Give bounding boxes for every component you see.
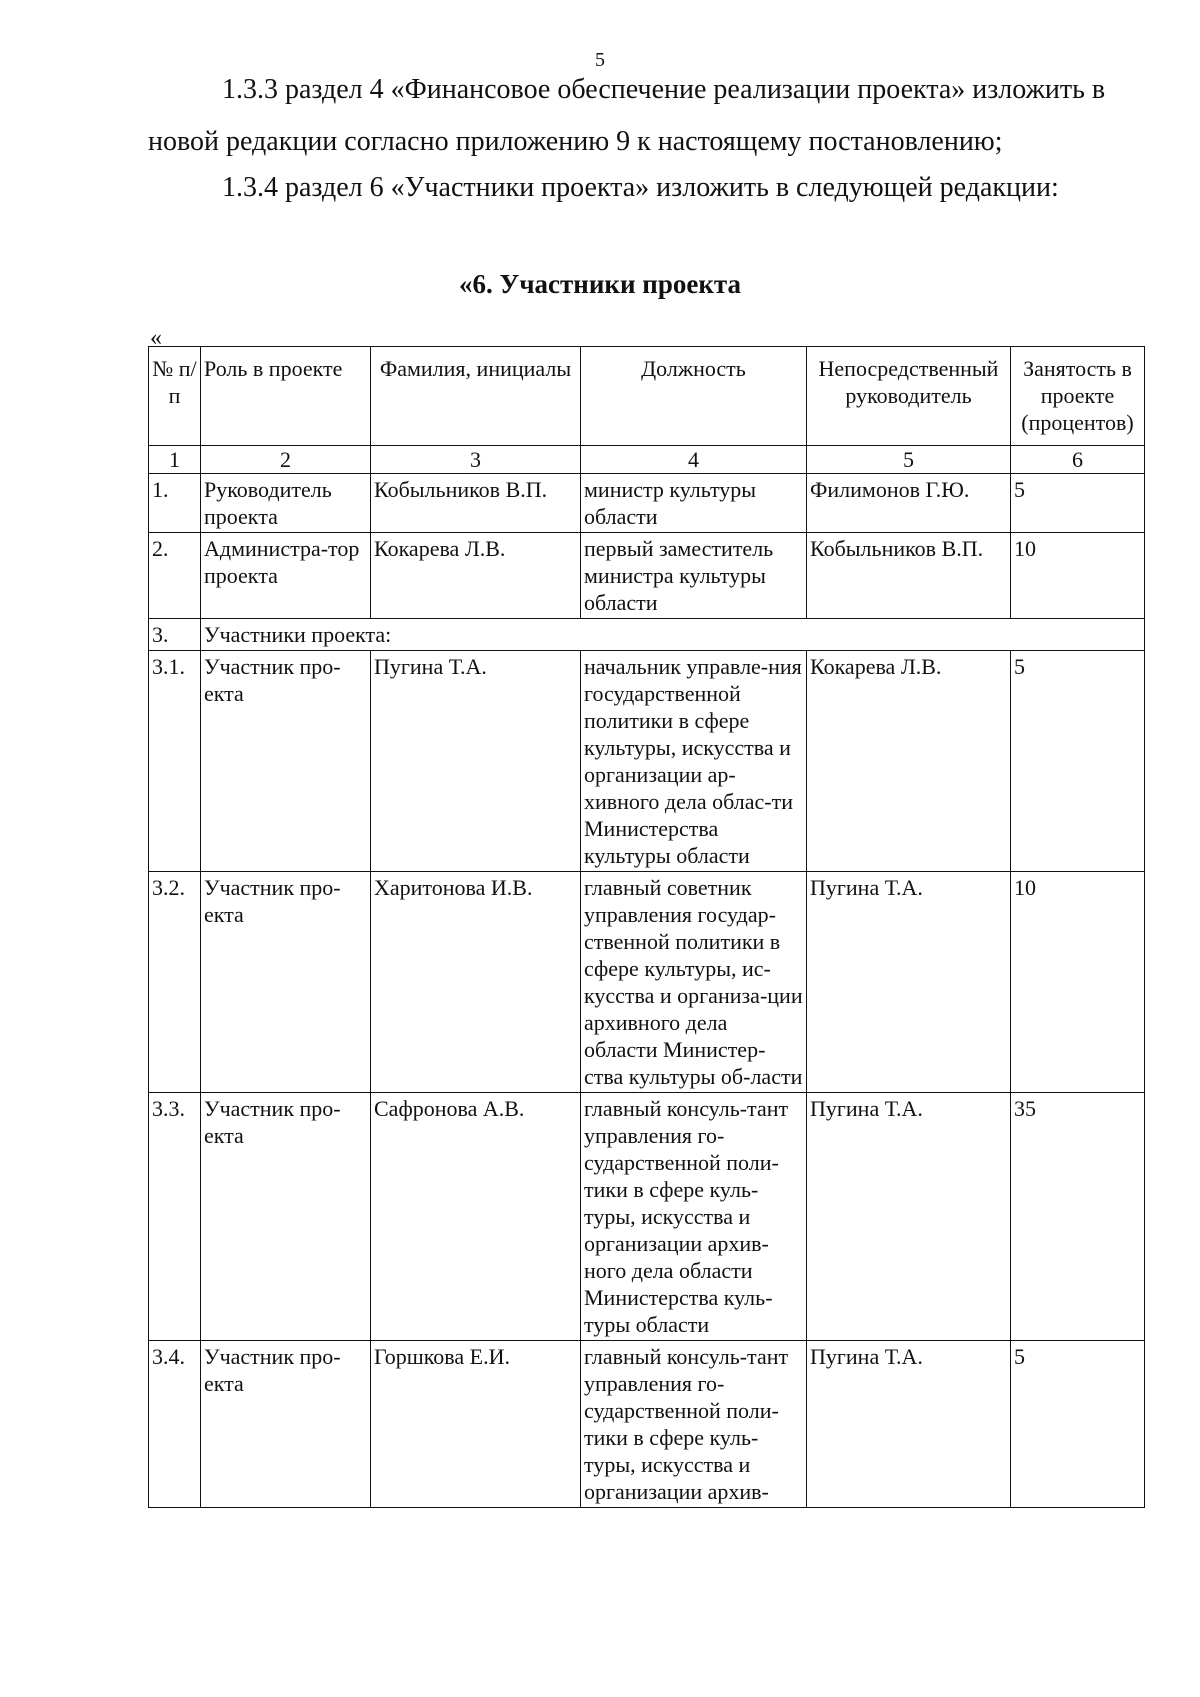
paragraph-2-line-1: 1.3.4 раздел 6 «Участники проекта» изложить в следующей редакции: xyxy=(222,172,1059,203)
row-employment: 5 xyxy=(1011,474,1145,533)
row-position: министр культуры области xyxy=(581,474,807,533)
header-role: Роль в проекте xyxy=(201,347,371,446)
row-num: 3.2. xyxy=(149,872,201,1093)
row-role: Участник про-екта xyxy=(201,1341,371,1508)
table-row xyxy=(149,1093,1145,1341)
page-number: 5 xyxy=(595,49,605,71)
header-name: Фамилия, инициалы xyxy=(371,347,581,446)
row-supervisor: Пугина Т.А. xyxy=(807,1341,1011,1508)
row-role: Участник про-екта xyxy=(201,651,371,872)
group-row xyxy=(149,619,1145,651)
row-position: первый заместитель министра культуры области xyxy=(581,533,807,619)
row-role: Администра-тор проекта xyxy=(201,533,371,619)
table-row xyxy=(149,651,1145,872)
row-role: Участник про-екта xyxy=(201,872,371,1093)
column-number: 4 xyxy=(581,446,807,474)
row-num: 3.1. xyxy=(149,651,201,872)
header-num: № п/п xyxy=(149,347,201,446)
column-number: 3 xyxy=(371,446,581,474)
header-position: Должность xyxy=(581,347,807,446)
participants-table xyxy=(148,346,1145,1508)
row-supervisor: Пугина Т.А. xyxy=(807,872,1011,1093)
row-name: Пугина Т.А. xyxy=(371,651,581,872)
row-name: Сафронова А.В. xyxy=(371,1093,581,1341)
row-name: Кокарева Л.В. xyxy=(371,533,581,619)
row-name: Кобыльников В.П. xyxy=(371,474,581,533)
paragraph-1-line-1: 1.3.3 раздел 4 «Финансовое обеспечение реализации проекта» изложить в xyxy=(222,74,1106,105)
paragraph-1-line-2: новой редакции согласно приложению 9 к настоящему постановлению; xyxy=(148,126,1003,157)
row-name: Харитонова И.В. xyxy=(371,872,581,1093)
table-row xyxy=(149,1341,1145,1508)
column-number: 5 xyxy=(807,446,1011,474)
row-employment: 10 xyxy=(1011,533,1145,619)
table-row xyxy=(149,872,1145,1093)
column-number: 6 xyxy=(1011,446,1145,474)
table-open-quote: « xyxy=(150,325,162,351)
row-employment: 5 xyxy=(1011,651,1145,872)
table-header-row xyxy=(149,347,1145,446)
row-employment: 35 xyxy=(1011,1093,1145,1341)
table-row xyxy=(149,533,1145,619)
column-number: 1 xyxy=(149,446,201,474)
group-num: 3. xyxy=(149,619,201,651)
row-employment: 5 xyxy=(1011,1341,1145,1508)
row-num: 1. xyxy=(149,474,201,533)
row-supervisor: Филимонов Г.Ю. xyxy=(807,474,1011,533)
row-position: главный советник управления государ-ственной политики в сфере культуры, ис-кусства и организа-ции архивного дела области Министер-ства культуры об-ласти xyxy=(581,872,807,1093)
row-employment: 10 xyxy=(1011,872,1145,1093)
group-label: Участники проекта: xyxy=(201,619,1145,651)
header-supervisor: Непосредственный руководитель xyxy=(807,347,1011,446)
row-role: Руководитель проекта xyxy=(201,474,371,533)
row-supervisor: Кокарева Л.В. xyxy=(807,651,1011,872)
column-number-row xyxy=(149,446,1145,474)
row-supervisor: Пугина Т.А. xyxy=(807,1093,1011,1341)
column-number: 2 xyxy=(201,446,371,474)
row-num: 3.3. xyxy=(149,1093,201,1341)
row-role: Участник про-екта xyxy=(201,1093,371,1341)
table-row xyxy=(149,474,1145,533)
row-position: главный консуль-тант управления го-сударственной поли-тики в сфере куль-туры, искусства и организации архив- xyxy=(581,1341,807,1508)
row-position: начальник управле-ния государственной политики в сфере культуры, искусства и организации ар-хивного дела облас-ти Министерства культуры области xyxy=(581,651,807,872)
section-title: «6. Участники проекта xyxy=(459,269,741,299)
row-name: Горшкова Е.И. xyxy=(371,1341,581,1508)
header-employment: Занятость в проекте (процентов) xyxy=(1011,347,1145,446)
row-num: 2. xyxy=(149,533,201,619)
row-position: главный консуль-тант управления го-сударственной поли-тики в сфере куль-туры, искусства и организации архив-ного дела области Министерства куль-туры области xyxy=(581,1093,807,1341)
row-num: 3.4. xyxy=(149,1341,201,1508)
row-supervisor: Кобыльников В.П. xyxy=(807,533,1011,619)
